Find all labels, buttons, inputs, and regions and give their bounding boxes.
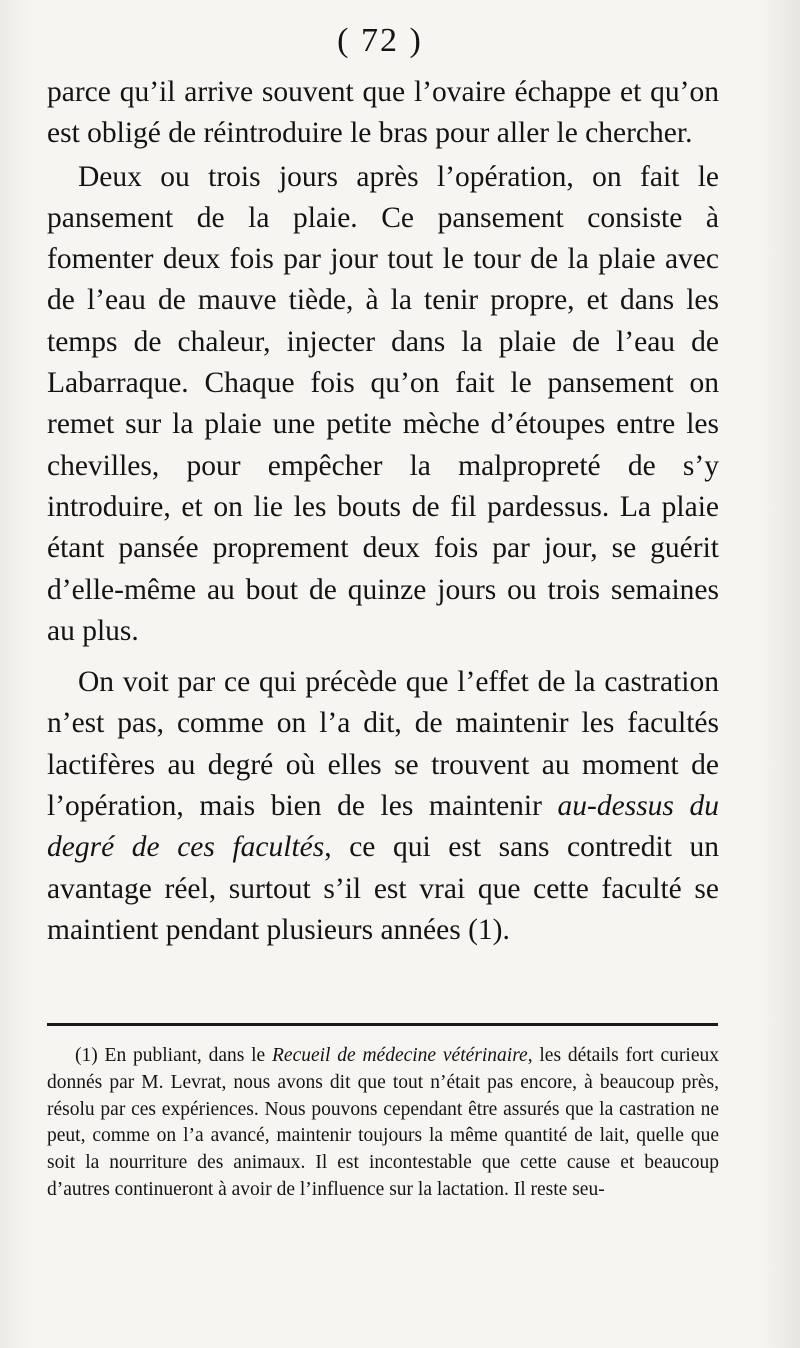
paragraph-3	[47, 662, 719, 951]
paragraph-3-italic-phrase: au-dessus du degré de ces facultés	[47, 790, 720, 864]
paragraph-3-text-after: , ce qui est sans contredit un avantage réel, surtout s’il est vrai que cette faculté se maintient pendant plusieurs années (1).	[47, 831, 719, 946]
footnote-journal-title: Recueil de médecine vétérinaire	[272, 1045, 528, 1066]
footnote-text	[47, 1043, 719, 1204]
paragraph-2: Deux ou trois jours après l’opération, on fait le pansement de la plaie. Ce pansement consiste à fomenter deux fois par jour tout le tour de la plaie avec de l’eau de mauve tiède, à la tenir propre, et dans les temps de chaleur, injecter dans la plaie de l’eau de Labarraque. Chaque fois qu’on fait le pansement on remet sur la plaie une petite mèche d’étoupes entre les chevilles, pour empêcher la malpropreté de s’y introduire, et on lie les bouts de fil pardessus. La plaie étant pansée proprement deux fois par jour, se guérit d’elle-même au bout de quinze jours ou trois semaines au plus.	[47, 160, 719, 647]
footnote-text-before: (1) En publiant, dans le	[75, 1045, 272, 1066]
main-text	[47, 72, 719, 951]
page-number: ( 72 )	[337, 22, 423, 59]
footnote	[47, 1043, 719, 1204]
footnote-text-after: , les détails fort curieux donnés par M. Levrat, nous avons dit que tout n’était pas encore, à beaucoup près, résolu par ces expériences. Nous pouvons cependant être assurés que la castration ne peut, comme on l’a avancé, maintenir toujours la même quantité de lait, quelle que soit la nourriture des animaux. Il est incontestable que cette cause et beaucoup d’autres continueront à avoir de l’influence sur la lactation. Il reste seu-	[47, 1045, 719, 1200]
footnote-divider	[47, 1023, 718, 1026]
paragraph-3-text-before: On voit par ce qui précède que l’effet de la castration n’est pas, comme on l’a dit, de maintenir les facultés lactifères au degré où elles se trouvent au moment de l’opération, mais bien de les maintenir	[47, 666, 719, 823]
paragraph-1: parce qu’il arrive souvent que l’ovaire échappe et qu’on est obligé de réintroduire le bras pour aller le chercher.	[47, 76, 719, 150]
